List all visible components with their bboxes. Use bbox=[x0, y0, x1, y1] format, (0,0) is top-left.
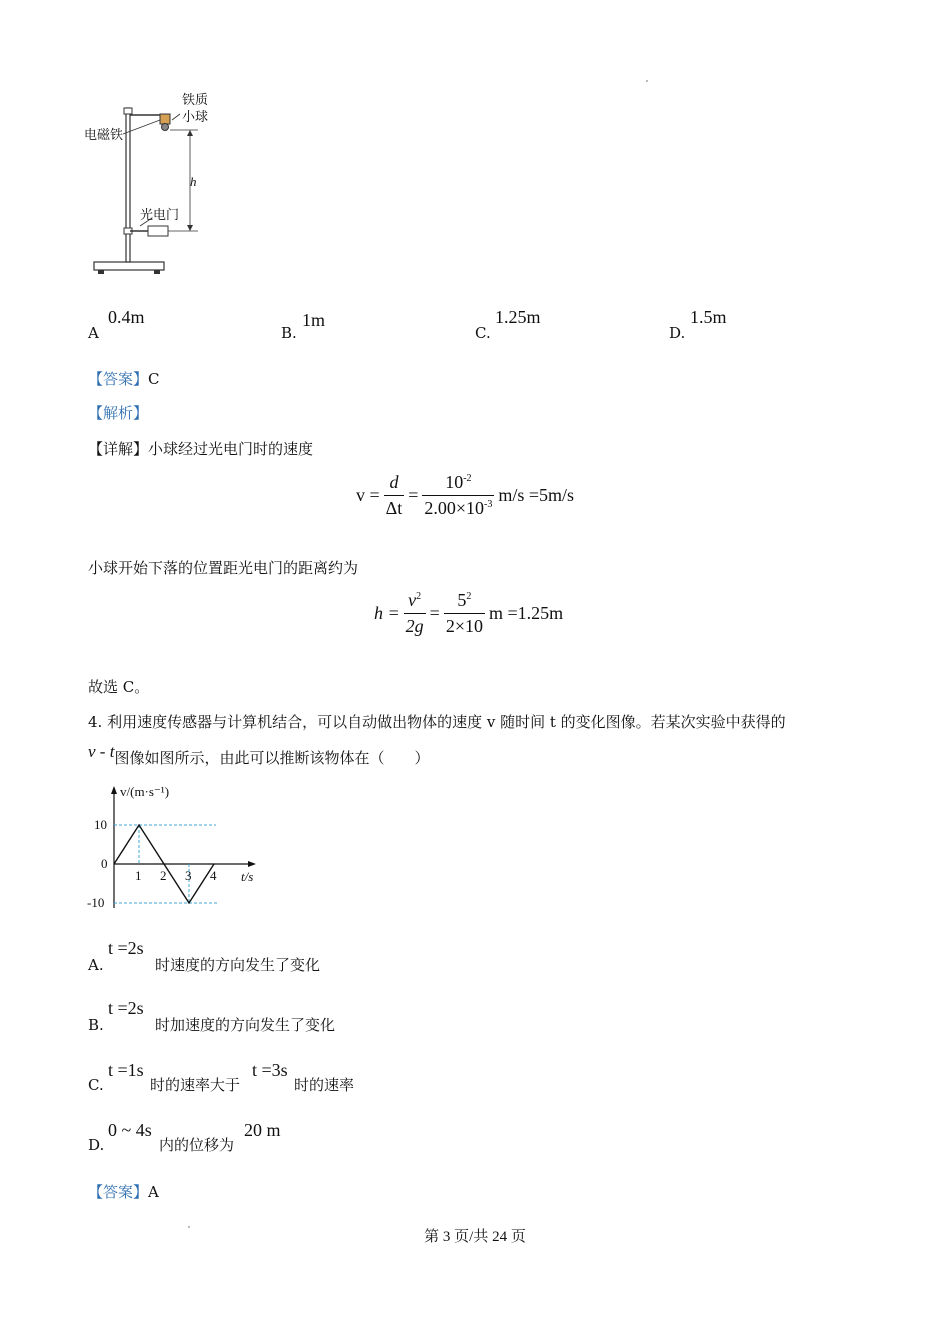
q4-option-d-math2: 20 m bbox=[244, 1120, 281, 1140]
q4-option-c-math2: t =3s bbox=[252, 1060, 288, 1080]
y-axis-label: v/(m·s⁻¹) bbox=[120, 784, 170, 799]
q4-option-a-letter: A. bbox=[88, 956, 104, 974]
q4-option-c-text2: 时的速率 bbox=[294, 1076, 355, 1094]
eq1-frac2 bbox=[422, 472, 494, 519]
label-photogate: 光电门 bbox=[140, 208, 180, 223]
q3-option-b-value: 1m bbox=[302, 310, 326, 330]
eq2-frac1-num-sup: 2 bbox=[416, 591, 422, 602]
eq2-frac2-num: 5 bbox=[457, 590, 467, 610]
label-ball-line1: 铁质 bbox=[182, 93, 209, 108]
text-distance: 小球开始下落的位置距光电门的距离约为 bbox=[88, 559, 359, 577]
q3-option-d-value: 1.5m bbox=[690, 307, 727, 327]
eq1-frac2-den: 2.00×10 bbox=[424, 498, 485, 518]
eq2-frac2-den: 2×10 bbox=[444, 613, 485, 637]
detail-line bbox=[88, 439, 313, 459]
q4-answer-line bbox=[88, 1182, 159, 1202]
q4-option-b-letter: B. bbox=[88, 1016, 104, 1034]
y-tick-label: 10 bbox=[94, 817, 107, 832]
eq2-frac1-num: v bbox=[408, 590, 417, 610]
q3-option-a-value: 0.4m bbox=[108, 307, 145, 327]
eq1-lhs: v = bbox=[356, 485, 380, 505]
q4-option-d-text: 内的位移为 bbox=[159, 1136, 235, 1154]
eq2-frac2-num-sup: 2 bbox=[466, 591, 472, 602]
label-magnet: 电磁铁 bbox=[84, 128, 124, 143]
data-point bbox=[213, 863, 214, 864]
conclusion: 故选 C。 bbox=[88, 678, 150, 696]
eq2-frac2 bbox=[444, 590, 485, 637]
q3-answer-line bbox=[88, 369, 160, 389]
x-axis-arrow bbox=[248, 861, 256, 867]
q3-option-c-value: 1.25m bbox=[495, 307, 541, 327]
x-tick-label: 3 bbox=[185, 868, 192, 883]
eq2-frac1-den: 2g bbox=[404, 613, 426, 637]
q4-answer-value: A bbox=[148, 1183, 159, 1201]
data-point bbox=[138, 824, 139, 825]
x-tick-label: 2 bbox=[160, 868, 167, 883]
vt-chart bbox=[84, 780, 284, 920]
q4-stem-line2 bbox=[88, 742, 430, 768]
eq1-frac1-den: Δt bbox=[384, 495, 405, 519]
x-tick-label: 1 bbox=[135, 868, 142, 883]
q4-option-d-math: 0 ~ 4s bbox=[108, 1120, 152, 1140]
q4-option-a-math bbox=[108, 938, 144, 959]
data-point bbox=[188, 902, 189, 903]
q4-vt-math: v - t bbox=[88, 742, 115, 761]
detail-tag: 【详解】 bbox=[88, 440, 149, 458]
q4-option-c-math: t =1s bbox=[108, 1060, 144, 1080]
x-tick-label: 4 bbox=[210, 868, 217, 883]
q3-option-d-letter: D. bbox=[669, 324, 686, 342]
label-ball-line2: 小球 bbox=[182, 110, 209, 125]
eq1-frac2-num: 10 bbox=[445, 472, 464, 492]
label-h: h bbox=[190, 174, 197, 189]
page-footer: 第 3 页/共 24 页 bbox=[424, 1229, 526, 1245]
q4-option-d-letter: D. bbox=[88, 1136, 105, 1154]
eq2-lhs: h = bbox=[374, 603, 400, 623]
analysis-tag: 【解析】 bbox=[88, 404, 149, 422]
eq2-frac1 bbox=[404, 590, 426, 637]
equation-velocity bbox=[356, 472, 574, 519]
q4-option-c-letter: C. bbox=[88, 1076, 104, 1094]
q4-stem-line1: 4. 利用速度传感器与计算机结合，可以自动做出物体的速度 v 随时间 t 的变化图像。若某次实验中获得的 bbox=[88, 713, 786, 731]
q4-option-c-text: 时的速率大于 bbox=[150, 1076, 241, 1094]
q4-option-a-math-text: t =2s bbox=[108, 938, 144, 958]
vt-chart-svg bbox=[84, 780, 284, 920]
eq2-result: m =1.25m bbox=[488, 603, 564, 623]
data-point bbox=[163, 863, 164, 864]
eq1-frac2-den-sup: -3 bbox=[484, 499, 493, 510]
answer-value: C bbox=[148, 370, 160, 388]
answer-tag: 【答案】 bbox=[88, 370, 149, 388]
eq1-frac2-num-sup: -2 bbox=[463, 473, 472, 484]
q4-option-b-text: 时加速度的方向发生了变化 bbox=[155, 1016, 336, 1034]
eq1-eq: = bbox=[408, 485, 419, 505]
x-axis-label: t/s bbox=[241, 869, 254, 884]
eq1-frac1 bbox=[384, 472, 405, 519]
q3-option-a-letter: A bbox=[88, 324, 99, 342]
y-tick-label: -10 bbox=[87, 895, 105, 910]
eq2-eq: = bbox=[429, 603, 440, 623]
detail-text: 小球经过光电门时的速度 bbox=[148, 440, 314, 458]
q3-option-b-letter: B. bbox=[281, 324, 297, 342]
eq1-result: m/s =5m/s bbox=[498, 485, 575, 505]
q3-option-c-letter: C. bbox=[475, 324, 491, 342]
q4-option-b-math: t =2s bbox=[108, 998, 144, 1018]
scan-dot bbox=[646, 80, 648, 82]
y-axis-arrow bbox=[111, 786, 117, 794]
q4-option-a-text: 时速度的方向发生了变化 bbox=[155, 956, 321, 974]
q4-stem-line2-text: 图像如图所示，由此可以推断该物体在（ ） bbox=[114, 749, 430, 767]
y-tick-label: 0 bbox=[101, 856, 108, 871]
q4-answer-tag: 【答案】 bbox=[88, 1183, 149, 1201]
equation-height bbox=[374, 590, 563, 637]
data-point bbox=[113, 863, 114, 864]
eq1-frac1-num: d bbox=[389, 472, 399, 492]
